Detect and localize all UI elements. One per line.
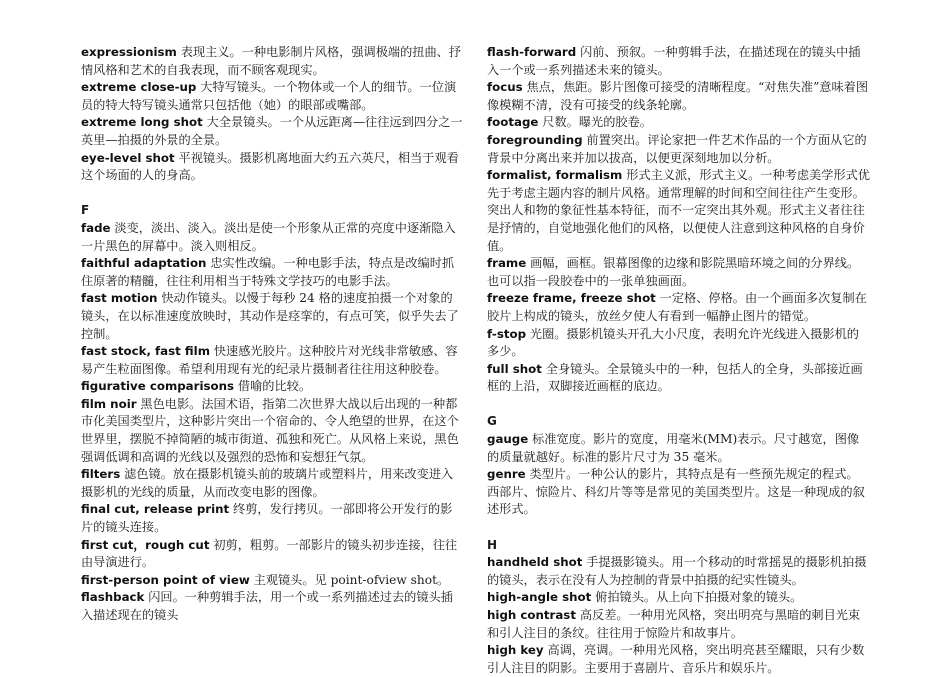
glossary-group-h <box>487 554 870 677</box>
entry-definition: 形式主义派，形式主义。一种考虑美学形式优先于考虑主题内容的制片风格。通常理解的时间和空间往往产生变形。突出人和物的象征性基本特征，而不一定突出其外观。形式主义者往往是抒情的，自觉地强化他们的风格，以便使人注意到这种风格的自身价值。 <box>487 168 870 253</box>
entry-definition: 终剪，发行拷贝。一部即将公开发行的影片的镜头连接。 <box>81 502 453 535</box>
glossary-group-g <box>487 431 870 519</box>
glossary-entry <box>487 132 870 167</box>
entry-term: faithful adaptation <box>81 256 207 271</box>
section-heading-f: F <box>81 203 90 218</box>
glossary-entry <box>81 290 464 343</box>
glossary-entry <box>487 114 870 132</box>
entry-term: foregrounding <box>487 132 583 147</box>
entry-term: extreme long shot <box>81 115 203 130</box>
entry-definition: 标准宽度。影片的宽度，用毫米(MM)表示。尺寸越宽，图像的质量就越好。标准的影片尺寸为 35 毫米。 <box>487 432 860 464</box>
entry-term: extreme close-up <box>81 80 197 95</box>
entry-definition: 平视镜头。摄影机离地面大约五六英尺，相当于观看这个场面的人的身高。 <box>81 150 459 183</box>
entry-definition: 主观镜头。见 point-ofview shot。 <box>249 572 450 587</box>
glossary-entry <box>81 589 464 624</box>
glossary-entry <box>81 343 464 378</box>
entry-term: film noir <box>81 396 137 411</box>
glossary-entry <box>81 537 464 572</box>
glossary-entry <box>81 79 464 114</box>
glossary-entry <box>487 255 870 290</box>
entry-definition: 高反差。一种用光风格，突出明亮与黑暗的刺目光束和引人注目的条纹。往往用于惊险片和故事片。 <box>487 608 861 640</box>
entry-term: genre <box>487 467 526 482</box>
glossary-entry <box>81 255 464 290</box>
entry-definition: 淡变，淡出、淡入。淡出是使一个形象从正常的亮度中逐渐隐入一片黑色的屏幕中。淡入则相反。 <box>81 220 456 253</box>
glossary-entry <box>487 431 870 466</box>
glossary-entry <box>81 114 464 149</box>
entry-term: high key <box>487 643 544 658</box>
entry-definition: 忠实性改编。一种电影手法，特点是改编时抓住原著的精髓，往往利用相当于特殊文学技巧的电影手法。 <box>81 256 455 288</box>
glossary-entry <box>81 572 464 590</box>
glossary-entry <box>487 589 870 607</box>
entry-definition: 俯拍镜头。从上向下拍摄对象的镜头。 <box>591 590 803 605</box>
entry-definition: 尺数。曝光的胶卷。 <box>538 115 652 130</box>
entry-term: flashback <box>81 590 145 605</box>
entry-term: focus <box>487 80 523 95</box>
entry-definition: 类型片。一种公认的影片，其特点是有一些预先规定的程式。西部片、惊险片、科幻片等等是常见的美国类型片。这是一种现成的叙述形式。 <box>487 467 865 517</box>
glossary-entry <box>487 79 870 114</box>
entry-term: fast stock, fast film <box>81 344 210 359</box>
glossary-entry <box>487 554 870 589</box>
entry-term: high-angle shot <box>487 590 592 605</box>
glossary-group-f <box>81 220 464 625</box>
right-column <box>487 44 870 677</box>
glossary-entry <box>81 150 464 185</box>
entry-term: flash-forward <box>487 45 577 59</box>
entry-term: eye-level shot <box>81 150 175 165</box>
entry-term: f-stop <box>487 326 527 341</box>
glossary-entry <box>81 466 464 501</box>
entry-term: fade <box>81 220 111 235</box>
entry-term: high contrast <box>487 608 576 622</box>
entry-definition: 焦点，焦距。影片图像可接受的清晰程度。“对焦失准”意味着图像模糊不清，没有可接受的线条轮廓。 <box>487 80 869 112</box>
glossary-entry <box>487 326 870 361</box>
entry-definition: 借喻的比较。 <box>234 379 312 394</box>
glossary-entry <box>81 378 464 396</box>
glossary-entry <box>487 607 870 642</box>
glossary-entry <box>81 44 464 79</box>
glossary-entry <box>487 361 870 396</box>
entry-definition: 大全景镜头。一个从远距离—往往远到四分之一英里—拍摄的外景的全景。 <box>81 115 463 147</box>
entry-term: freeze frame, freeze shot <box>487 291 656 306</box>
entry-term: fast motion <box>81 291 158 306</box>
entry-term: full shot <box>487 361 542 376</box>
glossary-group-f-continued <box>487 44 870 396</box>
entry-definition: 光圈。摄影机镜头开孔大小尺度，表明允许光线进入摄影机的多少。 <box>487 326 859 359</box>
entry-term: filters <box>81 467 121 482</box>
entry-term: footage <box>487 115 539 130</box>
entry-term: final cut, release print <box>81 502 230 517</box>
glossary-entry <box>487 167 870 255</box>
entry-term: figurative comparisons <box>81 379 235 394</box>
entry-definition: 快速感光胶片。这种胶片对光线非常敏感、容易产生粒面图像。希望利用现有光的纪录片摄制者往往用这种胶卷。 <box>81 344 458 376</box>
glossary-entry <box>81 220 464 255</box>
entry-definition: 画幅，画框。银幕图像的边缘和影院黑暗环境之间的分界线。也可以指一段胶卷中的一张单独画面。 <box>487 256 860 288</box>
entry-term: frame <box>487 256 527 271</box>
entry-definition: 黑色电影。法国术语，指第二次世界大战以后出现的一种都市化美国类型片，这种影片突出一个宿命的、令人绝望的世界，在这个世界里，摆脱不掉简陋的城市街道、孤独和死亡。从风格上来说，黑色强调低调和高调的光线以及强烈的恐怖和妄想狂气氛。 <box>81 396 459 464</box>
entry-term: gauge <box>487 432 529 447</box>
left-column <box>81 44 464 625</box>
entry-definition: 全身镜头。全景镜头中的一种，包括人的全身，头部接近画框的上沿，双脚接近画框的底边。 <box>487 361 863 394</box>
section-heading-h: H <box>487 537 498 552</box>
glossary-entry <box>487 466 870 519</box>
section-heading-g: G <box>487 414 497 429</box>
entry-term: first-person point of view <box>81 572 250 587</box>
entry-definition: 闪回。一种剪辑手法，用一个或一系列描述过去的镜头插入描述现在的镜头 <box>81 590 453 622</box>
entry-term: first cut，rough cut <box>81 537 210 552</box>
entry-term: handheld shot <box>487 555 583 570</box>
entry-definition: 前置突出。评论家把一件艺术作品的一个方面从它的背景中分离出来并加以拔高，以便更深刻地加以分析。 <box>487 132 867 165</box>
entry-definition: 闪前、预叙。一种剪辑手法，在描述现在的镜头中插入一个或一系列描述未来的镜头。 <box>487 45 861 77</box>
entry-definition: 大特写镜头。一个物体或一个人的细节。一位演员的特大特写镜头通常只包括他（她）的眼部或嘴部。 <box>81 80 457 112</box>
entry-definition: 表现主义。一种电影制片风格，强调极端的扭曲、抒情风格和艺术的自我表现，而不顾客观现实。 <box>81 45 462 77</box>
glossary-entry <box>487 44 870 79</box>
glossary-entry <box>81 396 464 466</box>
entry-term: expressionism <box>81 45 177 59</box>
glossary-group-e <box>81 44 464 185</box>
entry-definition: 滤色镜。放在摄影机镜头前的玻璃片或塑料片，用来改变进入摄影机的光线的质量，从而改变电影的图像。 <box>81 467 454 499</box>
entry-definition: 高调，亮调。一种用光风格，突出明亮甚至耀眼，只有少数引人注目的阴影。主要用于喜剧片、音乐片和娱乐片。 <box>487 643 865 675</box>
glossary-entry <box>487 290 870 325</box>
entry-definition: 初剪，粗剪。一部影片的镜头初步连接，往往由导演进行。 <box>81 537 458 570</box>
entry-definition: 手提摄影镜头。用一个移动的时常摇晃的摄影机拍摄的镜头，表示在没有人为控制的背景中拍摄的纪实性镜头。 <box>487 555 867 587</box>
glossary-entry <box>81 501 464 536</box>
entry-definition: 一定格、停格。由一个画面多次复制在胶片上构成的镜头，放丝夕使人有看到一幅静止图片的错觉。 <box>487 291 867 323</box>
entry-term: formalist, formalism <box>487 168 623 183</box>
entry-definition: 快动作镜头。以慢于每秒 24 格的速度拍摄一个对象的镜头，在以标准速度放映时，其动作是痉挛的，有点可笑，似乎失去了控制。 <box>81 291 459 341</box>
